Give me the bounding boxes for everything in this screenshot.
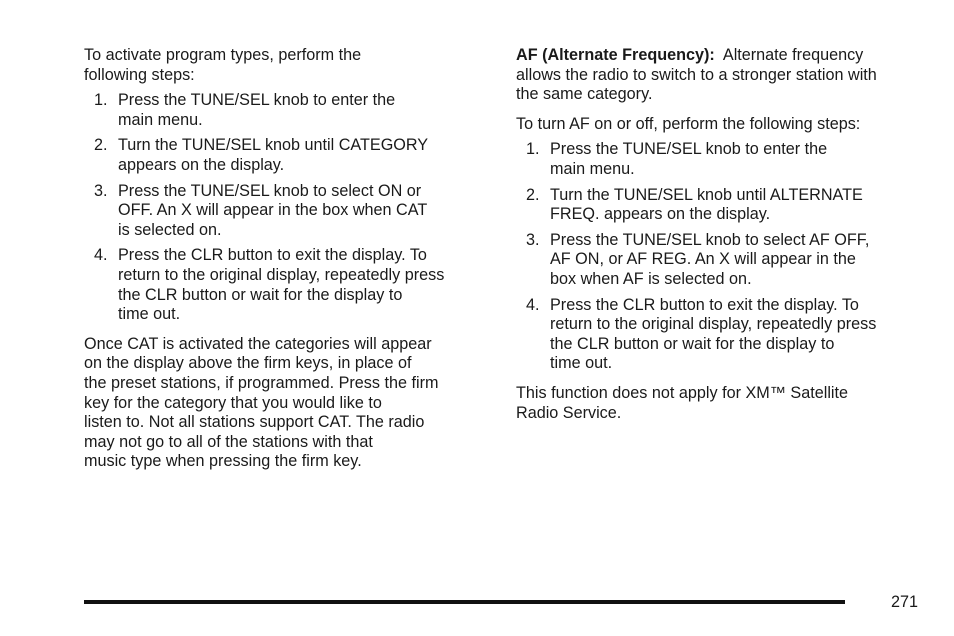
text-line: This function does not apply for XM™ Satellite <box>516 383 849 402</box>
text-line: box when AF is selected on. <box>550 269 752 288</box>
left-column <box>84 46 484 472</box>
text-line: FREQ. appears on the display. <box>550 205 771 224</box>
text-line: To activate program types, perform the <box>84 46 362 64</box>
text-line: appears on the display. <box>118 155 285 174</box>
text-line: key for the category that you would like to <box>84 393 382 412</box>
text-line: Press the TUNE/SEL knob to enter the <box>550 140 828 159</box>
page-number: 271 <box>890 593 918 611</box>
step-number: 2. <box>526 185 540 204</box>
text-line: Press the TUNE/SEL knob to select AF OFF, <box>550 230 870 249</box>
text-line: return to the original display, repeatedly press <box>550 315 877 334</box>
text-line: on the display above the firm keys, in place of <box>84 354 412 373</box>
text-line: Turn the TUNE/SEL knob until ALTERNATE <box>550 185 863 204</box>
step-number: 3. <box>94 181 108 200</box>
text-line: allows the radio to switch to a stronger station with <box>516 65 877 84</box>
text-line: Press the CLR button to exit the display. To <box>118 246 427 265</box>
list-item <box>516 140 926 179</box>
text-line: listen to. Not all stations support CAT. The radio <box>84 413 425 432</box>
left-steps-list <box>84 91 484 325</box>
text-line: Press the TUNE/SEL knob to enter the <box>118 91 396 110</box>
text-line: To turn AF on or off, perform the following steps: <box>516 114 861 133</box>
text-line: is selected on. <box>118 220 222 239</box>
text-line: AF ON, or AF REG. An X will appear in the <box>550 250 856 269</box>
step-number: 1. <box>94 91 108 110</box>
footer-rule <box>84 600 845 604</box>
step-number: 2. <box>94 136 108 155</box>
text-line: Radio Service. <box>516 403 622 422</box>
list-item <box>84 246 484 324</box>
text-line: OFF. An X will appear in the box when CAT <box>118 201 428 220</box>
text-line: main menu. <box>550 159 635 178</box>
af-intro <box>516 115 926 135</box>
af-heading: AF (Alternate Frequency): <box>516 46 715 64</box>
text-line: main menu. <box>118 110 203 129</box>
xm-note <box>516 384 926 423</box>
text-line: the CLR button or wait for the display to <box>550 334 835 353</box>
text-line: the same category. <box>516 85 653 104</box>
step-number: 3. <box>526 230 540 249</box>
text-line: Press the CLR button to exit the display. To <box>550 295 859 314</box>
text-line: Alternate frequency <box>722 46 864 64</box>
text-line: Turn the TUNE/SEL knob until CATEGORY <box>118 136 429 155</box>
af-paragraph <box>516 46 926 105</box>
step-number: 1. <box>526 140 540 159</box>
text-line: time out. <box>118 305 181 324</box>
text-line: may not go to all of the stations with that <box>84 432 373 451</box>
list-item <box>516 296 926 374</box>
text-line: Press the TUNE/SEL knob to select ON or <box>118 181 422 200</box>
list-item <box>516 186 926 225</box>
text-line: the preset stations, if programmed. Press the firm <box>84 373 439 392</box>
text-line: following steps: <box>84 65 195 84</box>
text-line: the CLR button or wait for the display to <box>118 285 403 304</box>
step-number: 4. <box>526 295 540 314</box>
text-line: return to the original display, repeatedly press <box>118 265 445 284</box>
list-item <box>84 136 484 175</box>
list-item <box>84 91 484 130</box>
text-line: Once CAT is activated the categories will appear <box>84 334 432 353</box>
list-item <box>516 231 926 290</box>
cat-paragraph <box>84 335 484 472</box>
right-column <box>516 46 926 423</box>
right-steps-list <box>516 140 926 374</box>
list-item <box>84 182 484 241</box>
left-intro <box>84 46 484 85</box>
text-line: time out. <box>550 354 613 373</box>
text-line: music type when pressing the firm key. <box>84 452 362 471</box>
step-number: 4. <box>94 246 108 265</box>
